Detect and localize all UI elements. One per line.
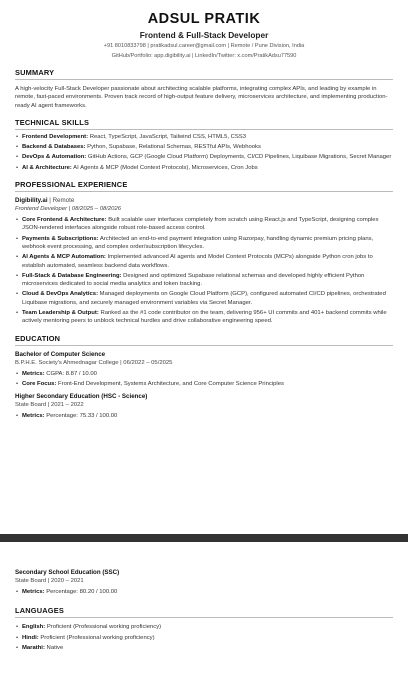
- experience-item: • AI Agents & MCP Automation: Implemented advanced AI agents and Model Context Protocols (MCPs) alongside Python cron jobs to establish automated, seamless backend data workflows.: [15, 253, 393, 270]
- job-role: Frontend Developer | 08/2025 – 08/2026: [15, 206, 122, 213]
- education-institution: State Board | 2020 – 2021: [15, 578, 84, 584]
- skills-heading: TECHNICAL SKILLS: [15, 118, 393, 130]
- experience-heading: PROFESSIONAL EXPERIENCE: [15, 180, 393, 192]
- skill-item: • AI & Architecture: AI Agents & MCP (Model Context Protocols), Microservices, Cron Jobs: [15, 164, 393, 172]
- experience-item: • Team Leadership & Output: Ranked as the #1 code contributor on the team, delivering 956+ UI commits and 401+ backend commits while actively mentoring peers to unblock technical hurdles and drive collaborative engineering speed.: [15, 309, 393, 326]
- education-details: [15, 370, 393, 389]
- education-degree: Higher Secondary Education (HSC - Science): [15, 393, 148, 401]
- education-item: • Metrics: Percentage: 80.20 / 100.00: [15, 588, 393, 596]
- experience-item: • Full-Stack & Database Engineering: Designed and optimized Supabase relational schemas and developed highly efficient Python microservices dedicated to social media analytics and token tracking.: [15, 272, 393, 289]
- education-heading: EDUCATION: [15, 334, 393, 346]
- education-degree: Secondary School Education (SSC): [15, 569, 120, 576]
- experience-item: • Payments & Subscriptions: Architected an end-to-end payment integration using Razorpay, handling dynamic premium pricing plans, webhook event processing, and complex order/subscription lifecycles.: [15, 235, 393, 252]
- languages-heading: LANGUAGES: [15, 606, 393, 618]
- education-details: [15, 588, 393, 596]
- summary-heading: SUMMARY: [15, 68, 393, 80]
- skill-item: • DevOps & Automation: GitHub Actions, GCP (Google Cloud Platform) Deployments, CI/CD Pipelines, Liquibase Migrations, Secret Manager: [15, 153, 393, 161]
- experience-list: [15, 216, 393, 326]
- contact-line-1: +91 8010833798 | pratikadsul.career@gmail.com | Remote / Pune Division, India: [103, 43, 305, 49]
- experience-item: • Cloud & DevOps Analytics: Managed deployments on Google Cloud Platform (GCP), configured automated CI/CD pipelines, orchestrated Liquibase migrations, and securely managed environment variables via Secret Manager.: [15, 290, 393, 307]
- education-institution: B.P.H.E. Society's Ahmednagar College | 06/2022 – 05/2025: [15, 359, 173, 366]
- language-item: • Hindi: Proficient (Professional working proficiency): [15, 634, 393, 642]
- skill-item: • Backend & Databases: Python, Supabase, Relational Schemas, RESTful APIs, Webhooks: [15, 143, 393, 151]
- language-item: • English: Proficient (Professional working proficiency): [15, 623, 393, 631]
- languages-list: [15, 623, 393, 652]
- page-separator: [0, 534, 408, 542]
- education-institution: State Board | 2021 – 2022: [15, 402, 84, 409]
- language-item: • Marathi: Native: [15, 644, 393, 652]
- contact-line-2: GitHub/Portfolio: app.digibility.ai | LinkedIn/Twitter: x.com/PratikAdsu77590: [111, 53, 297, 59]
- resume-page-2: [0, 542, 408, 673]
- candidate-name: ADSUL PRATIK: [147, 11, 261, 27]
- education-details: [15, 412, 393, 420]
- education-item: • Metrics: Percentage: 75.33 / 100.00: [15, 412, 393, 420]
- education-item: • Metrics: CGPA: 8.87 / 10.00: [15, 370, 393, 378]
- summary-text: A high-velocity Full-Stack Developer passionate about architecting scalable platforms, integrating complex APIs, and leading by example in remote, fast-paced environments. Proven track record of high-output feature delivery, microservices architecture, and implementing production-ready AI agent frameworks.: [15, 86, 388, 109]
- experience-item: • Core Frontend & Architecture: Built scalable user interfaces completely from scratch using React.js and TypeScript, designing complex JSON-rendered interfaces alongside robust role-based access control.: [15, 216, 393, 233]
- education-item: • Core Focus: Front-End Development, Systems Architecture, and Core Computer Science Principles: [15, 380, 393, 388]
- candidate-tagline: Frontend & Full-Stack Developer: [139, 30, 269, 40]
- job-company: Digibility.ai | Remote: [15, 197, 75, 205]
- education-degree: Bachelor of Computer Science: [15, 350, 106, 358]
- skill-item: • Frontend Development: React, TypeScript, JavaScript, Tailwind CSS, HTML5, CSS3: [15, 133, 393, 141]
- skills-list: [15, 133, 393, 172]
